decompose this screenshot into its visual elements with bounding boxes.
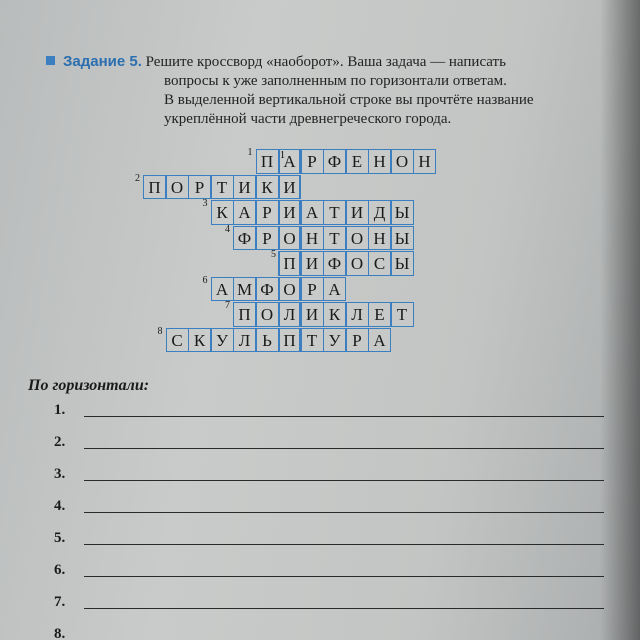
crossword-cell: Е [346, 149, 369, 174]
crossword-cell: У [323, 328, 346, 353]
crossword-cell: О [346, 226, 369, 251]
task-block [46, 52, 576, 129]
answer-number: 6. [54, 562, 66, 578]
crossword-cell: И [233, 175, 256, 200]
answer-number: 3. [54, 466, 66, 482]
crossword-cell: И [301, 251, 324, 276]
crossword-cell: Н [368, 149, 391, 174]
crossword-cell: Т [211, 175, 234, 200]
crossword-cell: М [233, 277, 256, 302]
crossword-cell: А [278, 149, 301, 174]
crossword-cell: И [278, 175, 301, 200]
crossword-cell: О [346, 251, 369, 276]
crossword-cell: Т [323, 200, 346, 225]
crossword-cell: Н [413, 149, 436, 174]
crossword-cell: У [211, 328, 234, 353]
crossword-cell: О [391, 149, 414, 174]
crossword-cell: А 6 [211, 277, 234, 302]
clue-number: 2 [135, 172, 140, 184]
crossword-cell: И [278, 200, 301, 225]
crossword-cell: И [346, 200, 369, 225]
answer-rule [84, 576, 604, 577]
crossword-cell: К [256, 175, 279, 200]
crossword-cell: Л [346, 302, 369, 327]
crossword-cell: Ф [323, 149, 346, 174]
crossword-cell: Р [188, 175, 211, 200]
answer-line[interactable] [54, 594, 65, 611]
crossword-cell: Н [301, 226, 324, 251]
answer-number: 8. [54, 626, 66, 640]
answer-rule [84, 416, 604, 417]
answer-line[interactable] [54, 530, 65, 547]
crossword-cell: Ф 4 [233, 226, 256, 251]
clue-number: 1 [247, 147, 253, 158]
crossword-cell: Н [368, 226, 391, 251]
crossword-cell: Л [233, 328, 256, 353]
clue-number: 7 [225, 300, 230, 311]
answer-line[interactable] [54, 626, 65, 640]
crossword-cell: Ы [391, 251, 414, 276]
crossword-cell: К [323, 302, 346, 327]
page-edge-shadow [600, 0, 640, 640]
crossword-cell: А [233, 200, 256, 225]
answer-number: 2. [54, 434, 66, 450]
crossword-cell: П [278, 328, 301, 353]
crossword-cell: Ф [256, 277, 279, 302]
task-text-line-1: Решите кроссворд «наоборот». Ваша задача — написать [145, 54, 506, 70]
crossword-cell: К 3 [211, 200, 234, 225]
task-label: Задание 5. [63, 53, 142, 70]
across-heading: По горизонтали: [28, 377, 150, 394]
answer-line[interactable] [54, 562, 65, 579]
answer-rule [84, 512, 604, 513]
answer-rule [84, 544, 604, 545]
crossword-cell: Р [256, 226, 279, 251]
crossword-cell: О [166, 175, 189, 200]
crossword-cell: П 2 [143, 175, 166, 200]
crossword-cell: Р [301, 149, 324, 174]
crossword-cell: Л [278, 302, 301, 327]
crossword-cell: А [301, 200, 324, 225]
crossword-cell: П 1 [256, 149, 279, 174]
crossword-cell: С [368, 251, 391, 276]
clue-number: 3 [202, 198, 208, 209]
crossword-cell: О [256, 302, 279, 327]
task-text-line-2: вопросы к уже заполненным по горизонтали ответам. [164, 73, 507, 89]
crossword-cell: О [278, 277, 301, 302]
task-text-line-4: укреплённой части древнегреческого города. [164, 111, 452, 127]
crossword-cell: Т [391, 302, 414, 327]
answer-line[interactable] [54, 466, 65, 483]
crossword-cell: Р [301, 277, 324, 302]
crossword-cell: Ы [391, 226, 414, 251]
crossword-cell: С 8 [166, 328, 189, 353]
answer-rule [84, 448, 604, 449]
highlight-column-number: 1 [280, 150, 285, 161]
crossword-cell: О [278, 226, 301, 251]
crossword-cell: А [323, 277, 346, 302]
answer-number: 1. [54, 402, 66, 418]
crossword-cell: Р [256, 200, 279, 225]
clue-number: 6 [202, 274, 208, 286]
crossword-cell: П 5 [278, 251, 301, 276]
crossword-cell: Е [368, 302, 391, 327]
answer-line[interactable] [54, 402, 65, 419]
crossword-cell: Ь [256, 328, 279, 353]
crossword-cell: Т [301, 328, 324, 353]
answer-line[interactable] [54, 434, 65, 451]
answer-rule [84, 608, 604, 609]
crossword-cell: Р [346, 328, 369, 353]
answer-number: 4. [54, 498, 66, 514]
crossword-cell: К [188, 328, 211, 353]
clue-number: 5 [271, 249, 276, 260]
square-bullet-icon [46, 56, 55, 65]
crossword-cell: А [368, 328, 391, 353]
crossword-cell: Т [323, 226, 346, 251]
crossword-cell: П 7 [233, 302, 256, 327]
crossword-cell: Д [368, 200, 391, 225]
crossword-cell: Ы [391, 200, 414, 225]
answer-rule [84, 480, 604, 481]
answer-number: 7. [54, 594, 66, 610]
clue-number: 4 [225, 223, 230, 235]
clue-number: 8 [157, 325, 163, 337]
answer-line[interactable] [54, 498, 65, 515]
crossword-cell: И [301, 302, 324, 327]
answer-number: 5. [54, 530, 66, 546]
crossword-cell: Ф [323, 251, 346, 276]
task-text-line-3: В выделенной вертикальной строке вы прочтёте название [164, 92, 534, 108]
